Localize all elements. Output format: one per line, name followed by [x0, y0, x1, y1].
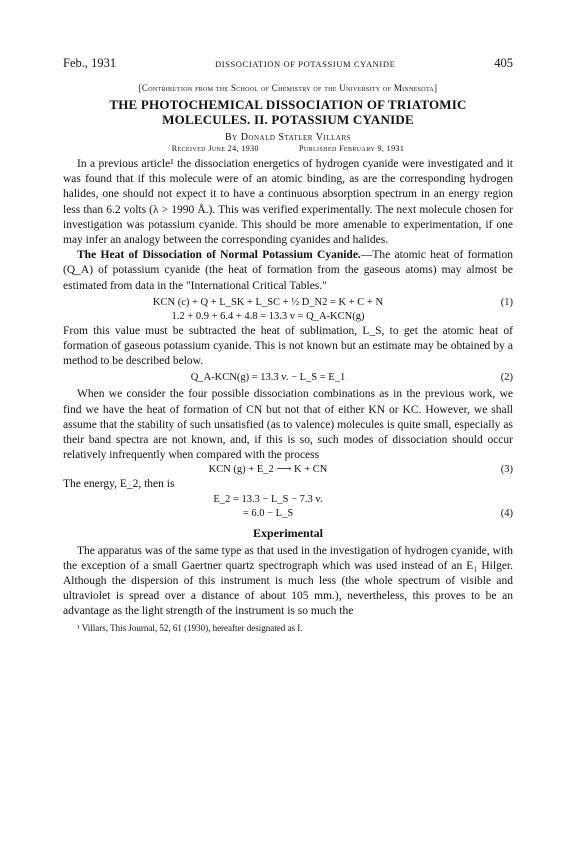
received-date: Received June 24, 1930: [171, 144, 259, 153]
equation-3: [63, 463, 513, 477]
dates-line: [63, 144, 513, 153]
equation-2: [63, 371, 513, 385]
equation-3-text: KCN (g) + E_2 ⟶ K + CN: [208, 464, 328, 476]
footnote: ¹ Villars, This Journal, 52, 61 (1930), hereafter designated as I.: [77, 622, 303, 633]
equation-4-line-1: [63, 493, 513, 507]
equation-4-line-2: [63, 507, 513, 521]
dissociation-paragraph: When we consider the four possible dissociation combinations as in the previous work, we find we have the heat of formation of CN but not that of either KN or KC. However, we shall assume that the stability of such unsatisfied (as to valence) molecules is quite small, especially as their band spectra are not known, and, if this is so, such modes of dissociation should occur relatively infrequently when compared with the process: [63, 388, 513, 462]
section-heat-heading: The Heat of Dissociation of Normal Potassium Cyanide.: [77, 249, 361, 262]
author-byline: By Donald Statler Villars: [224, 132, 352, 143]
article-title: [63, 97, 513, 127]
equation-3-number: (3): [500, 464, 513, 476]
section-heat-paragraph: [63, 248, 513, 294]
experimental-heading: Experimental: [253, 525, 323, 540]
intro-paragraph: In a previous article¹ the dissociation energetics of hydrogen cyanide were investigated and it was found that if this molecule were of an atomic binding, as are the corresponding hydrogen halides, one should not expect it to have a continuous absorption spectrum in an energy region less than 6.2 volts (λ > 1990 Å.). This was verified experimentally. The next molecule chosen for investigation was potassium cyanide. This should be more amenable to experimentation, if one may infer an analogy between the corresponding cyanides and halides.: [63, 158, 513, 247]
equation-2-text: Q_A-KCN(g) = 13.3 v. − L_S = E_1: [190, 372, 346, 384]
equation-1-number: (1): [500, 296, 513, 308]
equation-2-number: (2): [500, 372, 513, 384]
published-date: Published February 9, 1931: [298, 144, 405, 153]
equation-1-text: KCN (c) + Q + L_SK + L_SC + ½ D_N2 = K + C + N: [152, 296, 384, 308]
running-header: [63, 56, 513, 71]
title-line-2: MOLECULES. II. POTASSIUM CYANIDE: [162, 112, 414, 127]
contribution-line: [Contribution from the School of Chemistry of the University of Minnesota]: [138, 83, 438, 93]
sublimation-paragraph: From this value must be subtracted the heat of sublimation, L_S, to get the atomic heat of formation of gaseous potassium cyanide. This is not known but an estimate may be obtained by a method to be described below.: [63, 324, 513, 368]
equation-1-line-1: [63, 296, 513, 310]
page-number: 405: [494, 56, 513, 70]
energy-paragraph: The energy, E_2, then is: [63, 478, 175, 491]
equation-4-result: = 6.0 − L_S: [242, 507, 294, 519]
header-date: Feb., 1931: [63, 56, 117, 70]
running-title: DISSOCIATION OF POTASSIUM CYANIDE: [214, 59, 396, 69]
section-heat-text: —The atomic heat of formation (Q_A) of potassium cyanide (the heat of formation from the gaseous atoms) may almost be estimated from data in the "International Critical Tables.": [63, 249, 513, 292]
experimental-paragraph: The apparatus was of the same type as that used in the investigation of hydrogen cyanide, with the exception of a small Gaertner quartz spectrograph which was used instead of an E₁ Hilger. Although the dispersion of this instrument is much less (the whole spectrum of visible and ultraviolet is spread over a distance of about 105 mm.), nevertheless, this proves to be an advantage as the light strength of the instrument is so much the: [63, 544, 513, 618]
equation-1-line-2: [63, 310, 513, 324]
equation-1-values: 1.2 + 0.9 + 6.4 + 4.8 = 13.3 v = Q_A-KCN(g): [171, 310, 365, 322]
equation-4-number: (4): [500, 507, 513, 519]
journal-page: [63, 56, 513, 634]
title-line-1: THE PHOTOCHEMICAL DISSOCIATION OF TRIATOMIC: [109, 97, 467, 112]
equation-4-text: E_2 = 13.3 − L_S − 7.3 v.: [213, 493, 323, 505]
